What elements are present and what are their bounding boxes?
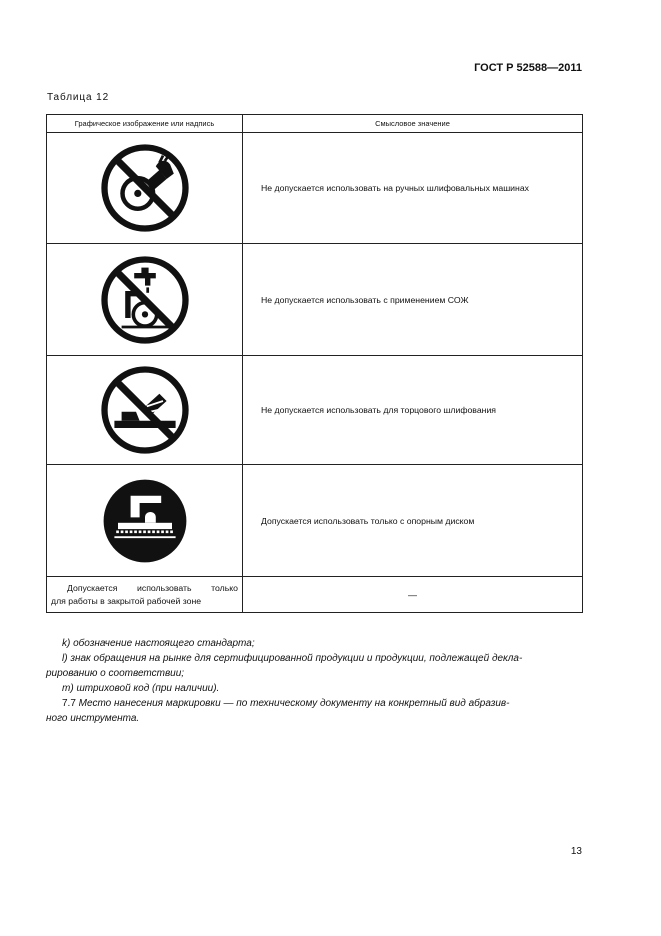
- table-row: [47, 133, 583, 244]
- inscription-line-1: Допускается использовать только: [67, 582, 238, 593]
- list-item: m) штриховой код (при наличии).: [62, 683, 220, 694]
- list-item: k) обозначение настоящего стандарта;: [62, 638, 255, 649]
- paragraph-number: 7.7: [62, 698, 76, 709]
- paragraph-text: Место нанесения маркировки — по техническому документу на конкретный вид абразив-: [75, 698, 510, 709]
- inscription-cell: [47, 577, 243, 613]
- paragraph-continuation: ного инструмента.: [46, 713, 140, 724]
- sign-cell: [47, 133, 243, 244]
- meaning-cell: Допускается использовать только с опорным диском: [243, 465, 583, 577]
- meaning-cell: Не допускается использовать на ручных шлифовальных машинах: [243, 133, 583, 244]
- table-header-row: [47, 115, 583, 133]
- sign-cell: [47, 465, 243, 577]
- paragraph-7-7: [46, 696, 583, 711]
- body-text: [46, 636, 583, 726]
- no-handheld-grinder-icon: [100, 143, 190, 233]
- backing-disc-only-icon: [100, 476, 190, 566]
- meaning-cell: Не допускается использовать с применением СОЖ: [243, 244, 583, 356]
- sign-cell: [47, 356, 243, 465]
- sign-cell: [47, 244, 243, 356]
- table-caption: Таблица 12: [47, 92, 110, 103]
- column-header-graphic: Графическое изображение или надпись: [47, 115, 243, 133]
- signs-table: [46, 114, 583, 613]
- no-face-grinding-icon: [100, 365, 190, 455]
- inscription-line-2: для работы в закрытой рабочей зоне: [51, 595, 202, 606]
- table-row: [47, 465, 583, 577]
- list-item-continuation: рированию о соответствии;: [46, 668, 185, 679]
- list-item: l) знак обращения на рынке для сертифицированной продукции и продукции, подлежащей декла-: [62, 653, 523, 664]
- table-row: [47, 356, 583, 465]
- table-row: [47, 577, 583, 613]
- page-number: 13: [570, 846, 582, 857]
- meaning-cell: Не допускается использовать для торцового шлифования: [243, 356, 583, 465]
- table-row: [47, 244, 583, 356]
- document-code: ГОСТ Р 52588—2011: [474, 62, 582, 74]
- column-header-meaning: Смысловое значение: [243, 115, 583, 133]
- no-coolant-icon: [100, 255, 190, 345]
- meaning-cell: —: [243, 577, 583, 613]
